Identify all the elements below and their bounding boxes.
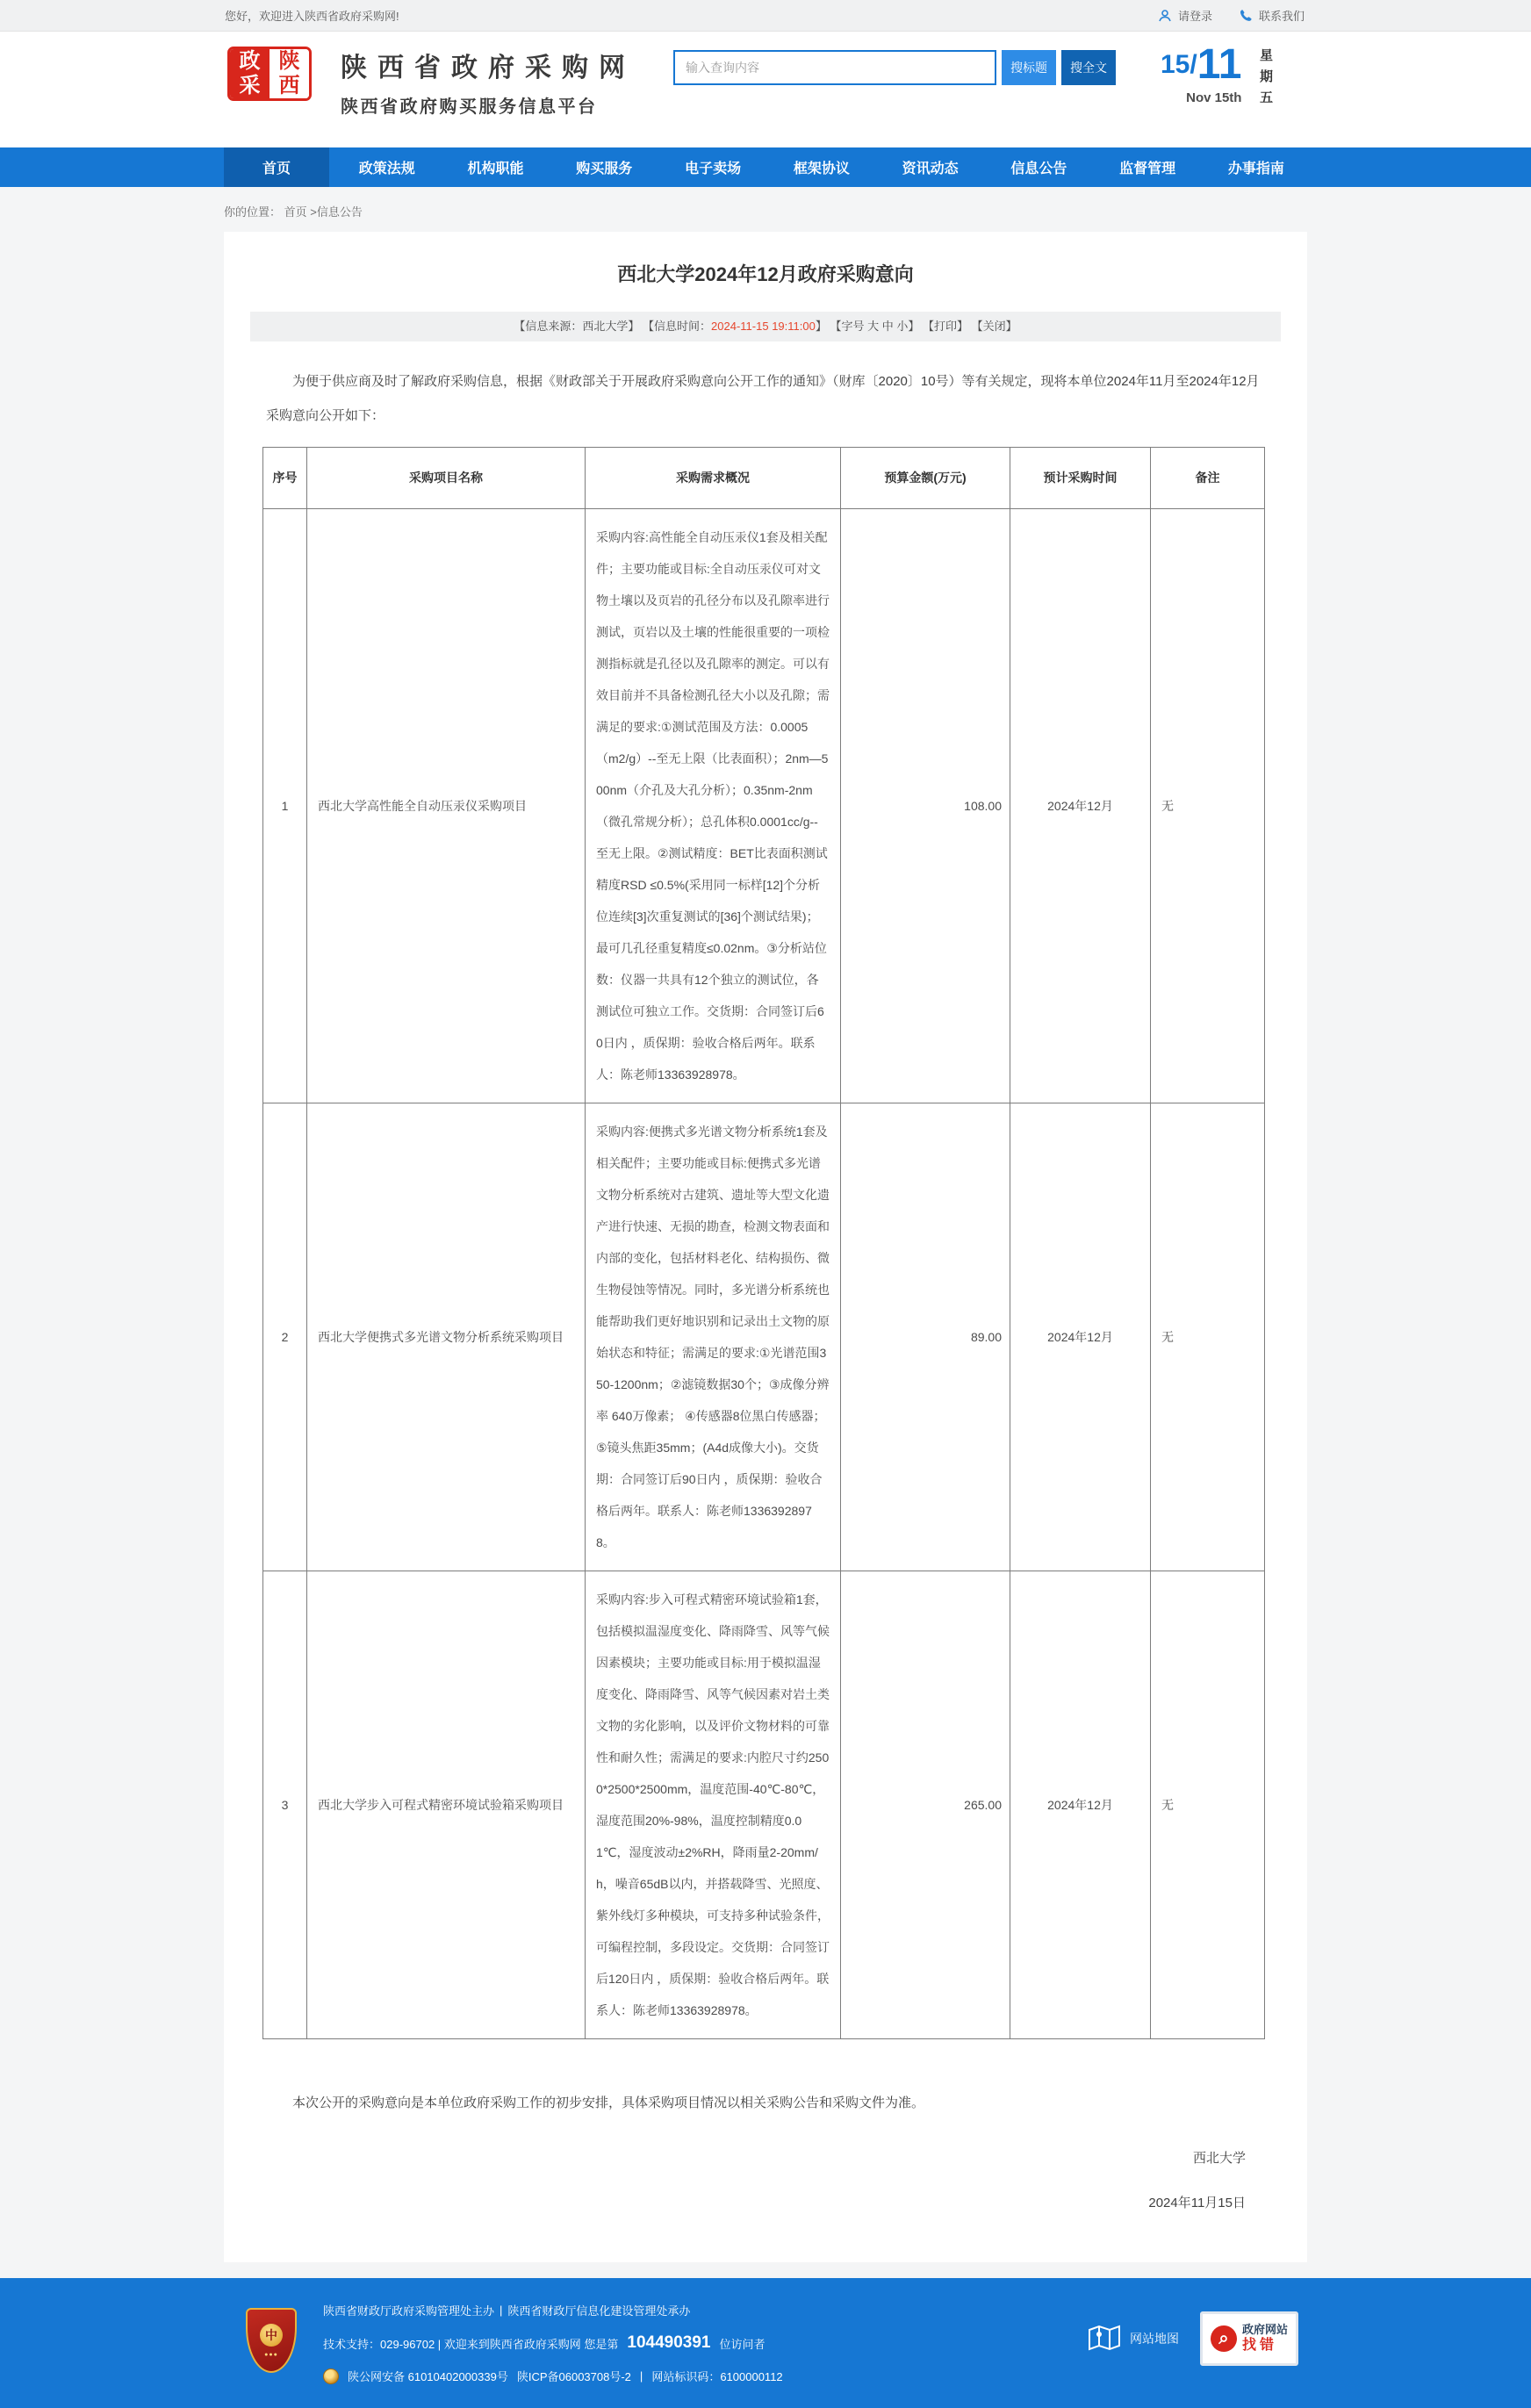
breadcrumb — [224, 187, 1307, 232]
signature: 西北大学 — [1192, 2151, 1246, 2166]
col-header-demand: 采购需求概况 — [586, 448, 841, 509]
user-icon — [1158, 9, 1172, 23]
intro-paragraph: 为便于供应商及时了解政府采购信息，根据《财政部关于开展政府采购意向公开工作的通知》（财库〔2020〕10号）等有关规定，现将本单位2024年11月至2024年12月采购意向公开如下： — [266, 374, 1260, 423]
col-header-note: 备注 — [1151, 448, 1265, 509]
footer-host: 陕西省财政厅政府采购管理处主办 — [323, 2304, 495, 2318]
phone-icon — [1239, 9, 1253, 23]
search-fulltext-button[interactable]: 搜全文 — [1061, 50, 1116, 85]
signature-date: 2024年11月15日 — [1148, 2196, 1246, 2210]
cell-no: 1 — [263, 509, 307, 1103]
table-row — [263, 509, 1265, 1103]
site-title: 陕西省政府采购网 — [341, 54, 636, 83]
nav-item-supervision[interactable]: 监督管理 — [1119, 162, 1176, 176]
cell-time: 2024年12月 — [1010, 1571, 1151, 2039]
sitemap-link[interactable] — [1088, 2323, 1179, 2355]
logo-char-3: 采 — [230, 74, 270, 98]
gov-site-error-badge[interactable] — [1200, 2311, 1298, 2366]
breadcrumb-separator: > — [310, 205, 317, 219]
nav-item-news[interactable]: 资讯动态 — [902, 162, 959, 176]
contact-link[interactable] — [1239, 7, 1305, 24]
site-code: 网站标识码：6100000112 — [651, 2370, 783, 2383]
topbar-right — [1158, 7, 1305, 24]
table-row — [263, 1103, 1265, 1571]
meta-time-value: 2024-11-15 19:11:00 — [711, 320, 816, 333]
nav-item-policies[interactable]: 政策法规 — [358, 162, 415, 176]
topbar — [0, 0, 1531, 32]
site-logo — [227, 47, 312, 101]
search-input[interactable] — [673, 50, 996, 85]
print-button[interactable]: 【打印】 — [922, 320, 968, 333]
article-meta-bar — [250, 312, 1281, 341]
close-button[interactable]: 【关闭】 — [971, 320, 1017, 333]
cell-time: 2024年12月 — [1010, 1103, 1151, 1571]
breadcrumb-label: 你的位置： — [224, 205, 282, 219]
cell-budget: 89.00 — [841, 1103, 1010, 1571]
cell-project-name: 西北大学高性能全自动压汞仪采购项目 — [307, 509, 586, 1103]
footer-visitor-suffix: 位访问者 — [719, 2337, 766, 2351]
nav-item-framework-agreement[interactable]: 框架协议 — [793, 162, 850, 176]
cell-note: 无 — [1151, 1103, 1265, 1571]
login-link[interactable] — [1158, 7, 1212, 24]
contact-label: 联系我们 — [1258, 10, 1305, 23]
date-weekday: 星期五 — [1259, 48, 1273, 105]
public-security-badge-icon — [323, 2368, 339, 2384]
meta-time-close: 】 — [815, 320, 827, 333]
col-header-time: 预计采购时间 — [1010, 448, 1151, 509]
visitor-count: 104490391 — [627, 2333, 711, 2352]
logo-char-1: 政 — [230, 49, 270, 74]
cell-demand: 采购内容:步入可程式精密环境试验箱1套，包括模拟温湿度变化、降雨降雪、风等气候因素模块；主要功能或目标:用于模拟温湿度变化、降雨降雪、风等气候因素对岩土类文物的劣化影响，以及评价文物材料的可靠性和耐久性；需满足的要求:内腔尺寸约2500*2500*2500mm，温度范围-40℃-80℃，湿度范围20%-98%，温度控制精度0.01℃，湿度波动±2%RH，降雨量2-20mm/h，噪音65dB以内，并搭载降雪、光照度、紫外线灯多种模块，可支持多种试验条件，可编程控制，多段设定。交货期：合同签订后120日内 ，质保期：验收合格后两年。联系人：陈老师13363928978。 — [586, 1571, 841, 2039]
date-widget — [1161, 40, 1275, 109]
col-header-no: 序号 — [263, 448, 307, 509]
login-label: 请登录 — [1177, 10, 1212, 23]
table-header-row — [263, 448, 1265, 509]
breadcrumb-home-link[interactable]: 首页 — [284, 205, 307, 219]
nav-item-e-mall[interactable]: 电子卖场 — [685, 162, 742, 176]
magnifier-icon: ⌕ — [1211, 2325, 1237, 2352]
meta-fontsize-controls[interactable]: 【字号 大 中 小】 — [830, 320, 920, 333]
badge-title: 政府网站 — [1241, 2322, 1288, 2336]
welcome-text: 您好，欢迎进入陕西省政府采购网! — [225, 10, 399, 23]
main-nav — [0, 147, 1531, 187]
cell-budget: 108.00 — [841, 509, 1010, 1103]
logo-char-4: 西 — [270, 74, 309, 98]
page-title: 西北大学2024年12月政府采购意向 — [617, 263, 914, 285]
table-row — [263, 1571, 1265, 2039]
site-header — [0, 32, 1531, 147]
nav-item-home[interactable]: 首页 — [224, 147, 329, 187]
date-english: Nov 15th — [1186, 90, 1242, 105]
meta-source: 【信息来源：西北大学】 — [514, 320, 640, 333]
footer-text-block — [323, 2302, 783, 2384]
cell-demand: 采购内容:便携式多光谱文物分析系统1套及相关配件；主要功能或目标:便携式多光谱文物分析系统对古建筑、遗址等大型文化遗产进行快速、无损的勘查，检测文物表面和内部的变化，包括材料老化、结构损伤、微生物侵蚀等情况。同时，多光谱分析系统也能帮助我们更好地识别和记录出土文物的原始状态和特征；需满足的要求:①光谱范围350-1200nm；②滤镜数据30个；③成像分辨率 640万像素； ④传感器8位黑白传感器；⑤镜头焦距35mm；(A4d成像大小)。交货期：合同签订后90日内 ，质保期：验收合格后两年。联系人：陈老师13363928978。 — [586, 1103, 841, 1571]
closing-paragraph: 本次公开的采购意向是本单位政府采购工作的初步安排，具体采购项目情况以相关采购公告和采购文件为准。 — [292, 2095, 925, 2110]
nav-item-purchase-services[interactable]: 购买服务 — [576, 162, 633, 176]
meta-time-label: 【信息时间： — [643, 320, 712, 333]
icp-link[interactable]: 陕ICP备06003708号-2 — [516, 2370, 631, 2383]
search-title-button[interactable]: 搜标题 — [1002, 50, 1056, 85]
search-bar — [673, 50, 1116, 85]
beian-link[interactable]: 陕公网安备 61010402000339号 — [348, 2370, 508, 2383]
site-footer — [0, 2278, 1531, 2408]
date-month: 11 — [1197, 41, 1242, 88]
breadcrumb-current-link[interactable]: 信息公告 — [316, 205, 363, 219]
cell-project-name: 西北大学便携式多光谱文物分析系统采购项目 — [307, 1103, 586, 1571]
site-subtitle: 陕西省政府购买服务信息平台 — [341, 97, 598, 117]
col-header-name: 采购项目名称 — [307, 448, 586, 509]
footer-sep-1: | — [500, 2304, 503, 2317]
badge-subtitle: 找错 — [1241, 2338, 1277, 2354]
footer-support: 技术支持：029-96702 | 欢迎来到陕西省政府采购网 您是第 — [323, 2337, 619, 2351]
map-icon — [1088, 2323, 1121, 2355]
cell-time: 2024年12月 — [1010, 509, 1151, 1103]
sitemap-label: 网站地图 — [1130, 2332, 1179, 2346]
nav-item-functions[interactable]: 机构职能 — [467, 162, 524, 176]
cell-budget: 265.00 — [841, 1571, 1010, 2039]
footer-org: 陕西省财政厅信息化建设管理处承办 — [507, 2304, 691, 2318]
article-card — [224, 232, 1307, 2262]
footer-right — [1088, 2311, 1298, 2366]
cell-project-name: 西北大学步入可程式精密环境试验箱采购项目 — [307, 1571, 586, 2039]
footer-sep-2: | — [639, 2369, 643, 2383]
cell-demand: 采购内容:高性能全自动压汞仪1套及相关配件；主要功能或目标:全自动压汞仪可对文物土壤以及页岩的孔径分布以及孔隙率进行测试，页岩以及土壤的性能很重要的一项检测指标就是孔径以及孔隙率的测定。可以有效目前并不具备检测孔径大小以及孔隙；需满足的要求:①测试范围及方法：0.0005（m2/g）--至无上限（比表面积）；2nm—500nm（介孔及大孔分析）；0.35nm-2nm（微孔常规分析）；总孔体积0.0001cc/g--至无上限。②测试精度：BET比表面积测试精度RSD ≤0.5%(采用同一标样[12]个分析位连续[3]次重复测试的[36]个测试结果)；最可几孔径重复精度≤0.02nm。③分析站位数：仪器一共具有12个独立的测试位，各测试位可独立工作。交货期：合同签订后60日内 ，质保期：验收合格后两年。联系人：陈老师13363928978。 — [586, 509, 841, 1103]
procurement-table — [262, 447, 1265, 2039]
cell-note: 无 — [1151, 509, 1265, 1103]
content-background — [0, 187, 1531, 2278]
col-header-budget: 预算金额(万元) — [841, 448, 1010, 509]
site-titles — [341, 46, 636, 118]
cell-no: 2 — [263, 1103, 307, 1571]
logo-char-2: 陕 — [270, 49, 309, 74]
gov-shield-emblem: 中 ●●● — [246, 2308, 297, 2373]
date-day: 15/ — [1161, 50, 1197, 79]
cell-note: 无 — [1151, 1571, 1265, 2039]
nav-item-announcements[interactable]: 信息公告 — [1010, 162, 1067, 176]
cell-no: 3 — [263, 1571, 307, 2039]
nav-item-guide[interactable]: 办事指南 — [1227, 162, 1284, 176]
